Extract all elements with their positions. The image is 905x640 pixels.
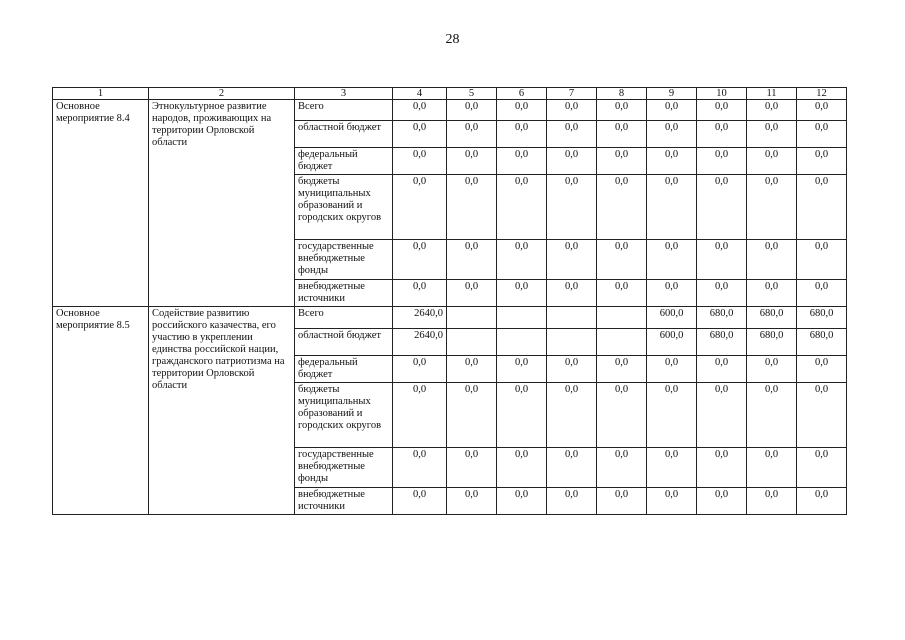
value-cell: 0,0 [547, 280, 597, 307]
value-cell: 0,0 [497, 240, 547, 280]
column-header: 7 [547, 88, 597, 100]
value-cell: 0,0 [697, 175, 747, 240]
value-cell: 0,0 [597, 356, 647, 383]
value-cell: 0,0 [447, 448, 497, 488]
value-cell: 0,0 [647, 175, 697, 240]
value-cell: 0,0 [597, 383, 647, 448]
column-header: 2 [149, 88, 295, 100]
value-cell: 0,0 [747, 448, 797, 488]
value-cell: 0,0 [697, 448, 747, 488]
value-cell [597, 307, 647, 329]
value-cell: 0,0 [797, 356, 847, 383]
column-header: 4 [393, 88, 447, 100]
value-cell: 0,0 [697, 240, 747, 280]
value-cell: 0,0 [393, 383, 447, 448]
value-cell: 0,0 [497, 100, 547, 121]
value-cell: 0,0 [547, 100, 597, 121]
value-cell: 0,0 [447, 280, 497, 307]
value-cell: 0,0 [547, 356, 597, 383]
value-cell: 680,0 [797, 307, 847, 329]
value-cell: 0,0 [597, 488, 647, 515]
value-cell: 0,0 [697, 488, 747, 515]
column-header: 3 [295, 88, 393, 100]
value-cell: 0,0 [647, 448, 697, 488]
value-cell: 0,0 [597, 448, 647, 488]
value-cell: 0,0 [447, 121, 497, 148]
value-cell: 0,0 [497, 356, 547, 383]
column-header: 8 [597, 88, 647, 100]
value-cell: 0,0 [747, 280, 797, 307]
budget-table [52, 87, 847, 515]
value-cell: 0,0 [797, 383, 847, 448]
value-cell: 2640,0 [393, 307, 447, 329]
value-cell: 0,0 [447, 356, 497, 383]
value-cell: 0,0 [393, 240, 447, 280]
value-cell: 0,0 [647, 100, 697, 121]
value-cell: 0,0 [547, 383, 597, 448]
value-cell: 0,0 [393, 280, 447, 307]
value-cell: 0,0 [647, 488, 697, 515]
value-cell: 0,0 [597, 175, 647, 240]
value-cell: 600,0 [647, 307, 697, 329]
value-cell: 0,0 [747, 175, 797, 240]
value-cell: 0,0 [647, 383, 697, 448]
value-cell: 0,0 [547, 448, 597, 488]
value-cell: 0,0 [647, 148, 697, 175]
value-cell: 0,0 [393, 448, 447, 488]
value-cell: 680,0 [697, 329, 747, 356]
value-cell: 0,0 [447, 240, 497, 280]
value-cell: 0,0 [497, 383, 547, 448]
value-cell: 0,0 [497, 148, 547, 175]
value-cell: 0,0 [393, 488, 447, 515]
value-cell: 0,0 [393, 121, 447, 148]
funding-source: внебюджетные источники [295, 488, 393, 515]
value-cell: 0,0 [697, 280, 747, 307]
funding-source: областной бюджет [295, 121, 393, 148]
value-cell: 0,0 [797, 448, 847, 488]
column-header: 1 [53, 88, 149, 100]
value-cell: 0,0 [547, 121, 597, 148]
value-cell: 0,0 [697, 356, 747, 383]
value-cell: 0,0 [697, 383, 747, 448]
measure-description: Содействие развитию российского казачества, его участию в укреплении единства российской нации, гражданского патриотизма на территории Орловской области [149, 307, 295, 515]
value-cell: 0,0 [393, 356, 447, 383]
value-cell: 0,0 [647, 240, 697, 280]
value-cell: 0,0 [393, 148, 447, 175]
measure-name: Основное мероприятие 8.4 [53, 100, 149, 307]
value-cell: 0,0 [647, 280, 697, 307]
column-header: 5 [447, 88, 497, 100]
value-cell: 0,0 [447, 148, 497, 175]
funding-source: государственные внебюджетные фонды [295, 448, 393, 488]
value-cell: 0,0 [797, 488, 847, 515]
value-cell: 0,0 [597, 240, 647, 280]
value-cell [497, 307, 547, 329]
column-header: 10 [697, 88, 747, 100]
funding-source: Всего [295, 100, 393, 121]
funding-source: бюджеты муниципальных образований и городских округов [295, 175, 393, 240]
value-cell [547, 329, 597, 356]
value-cell: 0,0 [393, 100, 447, 121]
value-cell: 0,0 [597, 280, 647, 307]
value-cell: 0,0 [447, 488, 497, 515]
funding-source: государственные внебюджетные фонды [295, 240, 393, 280]
value-cell [497, 329, 547, 356]
value-cell: 0,0 [697, 121, 747, 148]
measure-name: Основное мероприятие 8.5 [53, 307, 149, 515]
value-cell: 0,0 [697, 148, 747, 175]
value-cell: 0,0 [747, 488, 797, 515]
page-number: 28 [445, 32, 460, 47]
funding-source: Всего [295, 307, 393, 329]
value-cell [547, 307, 597, 329]
value-cell: 0,0 [393, 175, 447, 240]
value-cell: 0,0 [797, 240, 847, 280]
value-cell: 0,0 [797, 280, 847, 307]
table-row [53, 307, 847, 329]
value-cell: 0,0 [497, 448, 547, 488]
measure-description: Этнокультурное развитие народов, проживающих на территории Орловской области [149, 100, 295, 307]
value-cell: 0,0 [747, 121, 797, 148]
value-cell: 0,0 [647, 121, 697, 148]
funding-source: федеральный бюджет [295, 148, 393, 175]
value-cell: 0,0 [797, 148, 847, 175]
value-cell: 0,0 [797, 121, 847, 148]
funding-source: внебюджетные источники [295, 280, 393, 307]
value-cell: 0,0 [447, 383, 497, 448]
funding-source: областной бюджет [295, 329, 393, 356]
value-cell: 0,0 [597, 121, 647, 148]
value-cell: 0,0 [597, 148, 647, 175]
value-cell: 0,0 [647, 356, 697, 383]
value-cell: 0,0 [597, 100, 647, 121]
value-cell: 0,0 [747, 356, 797, 383]
value-cell: 0,0 [497, 121, 547, 148]
value-cell: 2640,0 [393, 329, 447, 356]
value-cell: 680,0 [697, 307, 747, 329]
value-cell: 0,0 [747, 383, 797, 448]
value-cell: 0,0 [797, 175, 847, 240]
table-body [53, 100, 847, 515]
value-cell: 0,0 [547, 240, 597, 280]
value-cell: 0,0 [547, 175, 597, 240]
value-cell: 680,0 [747, 307, 797, 329]
header-row [53, 88, 847, 100]
value-cell: 0,0 [497, 488, 547, 515]
column-header: 11 [747, 88, 797, 100]
value-cell: 0,0 [547, 488, 597, 515]
value-cell: 0,0 [547, 148, 597, 175]
column-header: 9 [647, 88, 697, 100]
value-cell [597, 329, 647, 356]
value-cell: 0,0 [747, 148, 797, 175]
value-cell: 0,0 [497, 175, 547, 240]
value-cell [447, 307, 497, 329]
value-cell: 0,0 [697, 100, 747, 121]
value-cell: 0,0 [797, 100, 847, 121]
value-cell: 0,0 [747, 240, 797, 280]
column-header: 6 [497, 88, 547, 100]
value-cell: 600,0 [647, 329, 697, 356]
value-cell: 0,0 [447, 175, 497, 240]
value-cell: 0,0 [447, 100, 497, 121]
funding-source: федеральный бюджет [295, 356, 393, 383]
funding-source: бюджеты муниципальных образований и городских округов [295, 383, 393, 448]
value-cell [447, 329, 497, 356]
value-cell: 0,0 [497, 280, 547, 307]
value-cell: 0,0 [747, 100, 797, 121]
table-row [53, 100, 847, 121]
value-cell: 680,0 [747, 329, 797, 356]
value-cell: 680,0 [797, 329, 847, 356]
column-header: 12 [797, 88, 847, 100]
